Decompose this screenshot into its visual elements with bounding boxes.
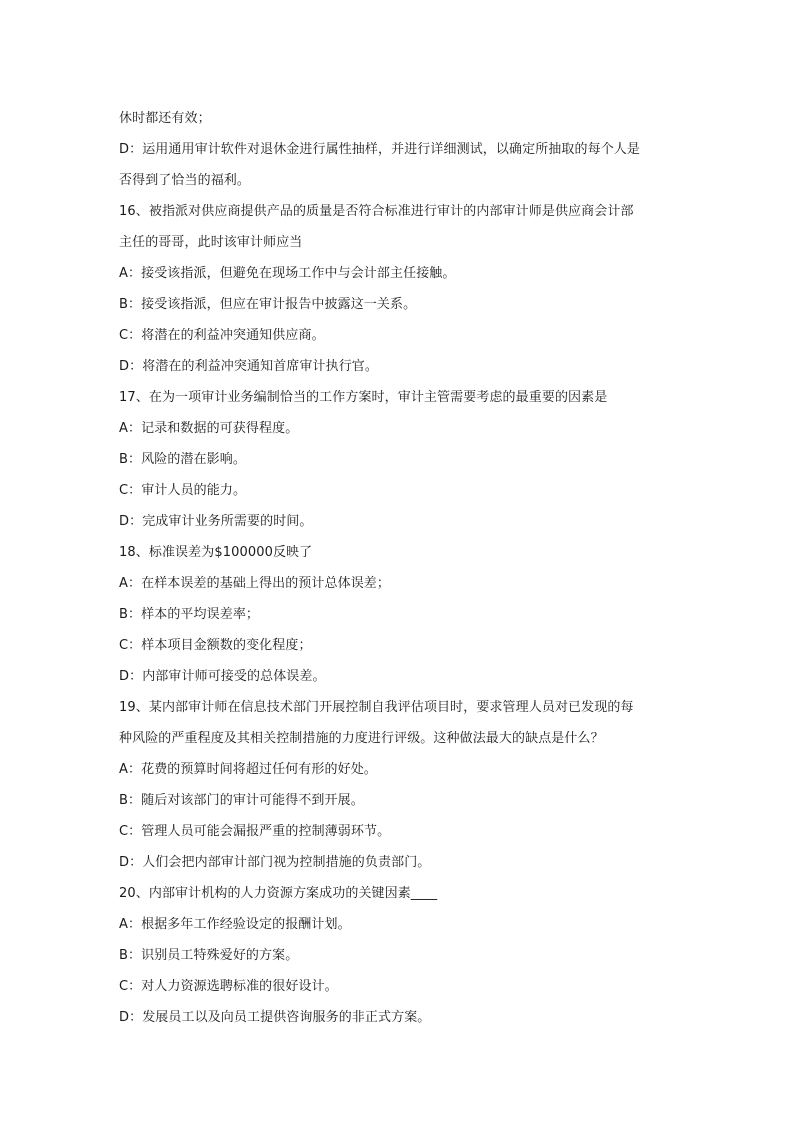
question-20-option-d: D：发展员工以及向员工提供咨询服务的非正式方案。 [119, 1010, 431, 1025]
text-line: 否得到了恰当的福利。 [119, 173, 251, 188]
question-16-option-d: D：将潜在的利益冲突通知首席审计执行官。 [119, 359, 379, 374]
question-19-continued: 种风险的严重程度及其相关控制措施的力度进行评级。这种做法最大的缺点是什么？ [119, 731, 604, 746]
question-18-option-a: A：在样本误差的基础上得出的预计总体误差； [119, 576, 390, 591]
question-19: 19、某内部审计师在信息技术部门开展控制自我评估项目时，要求管理人员对已发现的每 [119, 700, 634, 715]
question-18-option-c: C：样本项目金额数的变化程度； [119, 638, 312, 653]
question-16-option-c: C：将潜在的利益冲突通知供应商。 [119, 328, 325, 343]
question-18-option-b: B：样本的平均误差率； [119, 607, 260, 622]
question-16-option-b: B：接受该指派，但应在审计报告中披露这一关系。 [119, 297, 417, 312]
question-20-option-b: B：识别员工特殊爱好的方案。 [119, 948, 299, 963]
question-19-option-b: B：随后对该部门的审计可能得不到开展。 [119, 793, 364, 808]
question-18-option-d: D：内部审计师可接受的总体误差。 [119, 669, 326, 684]
question-16-option-a: A：接受该指派，但避免在现场工作中与会计部主任接触。 [119, 266, 456, 281]
question-20-option-a: A：根据多年工作经验设定的报酬计划。 [119, 917, 351, 932]
option-d-line: D：运用通用审计软件对退休金进行属性抽样，并进行详细测试，以确定所抽取的每个人是 [119, 142, 641, 157]
question-19-option-a: A：花费的预算时间将超过任何有形的好处。 [119, 762, 377, 777]
question-20: 20、内部审计机构的人力资源方案成功的关键因素____ [119, 886, 438, 901]
question-19-option-d: D：人们会把内部审计部门视为控制措施的负责部门。 [119, 855, 431, 870]
document-body [119, 103, 679, 1033]
question-17-option-d: D：完成审计业务所需要的时间。 [119, 514, 313, 529]
question-17-option-b: B：风险的潜在影响。 [119, 452, 246, 467]
question-17-option-c: C：审计人员的能力。 [119, 483, 247, 498]
question-16: 16、被指派对供应商提供产品的质量是否符合标准进行审计的内部审计师是供应商会计部 [119, 204, 634, 219]
question-20-option-c: C：对人力资源选聘标准的很好设计。 [119, 979, 338, 994]
question-18: 18、标准误差为$100000反映了 [119, 545, 313, 560]
question-17-option-a: A：记录和数据的可获得程度。 [119, 421, 299, 436]
question-16-continued: 主任的哥哥，此时该审计师应当 [119, 235, 303, 250]
question-17: 17、在为一项审计业务编制恰当的工作方案时，审计主管需要考虑的最重要的因素是 [119, 390, 608, 405]
question-19-option-c: C：管理人员可能会漏报严重的控制薄弱环节。 [119, 824, 391, 839]
text-line: 休时都还有效； [119, 111, 211, 126]
